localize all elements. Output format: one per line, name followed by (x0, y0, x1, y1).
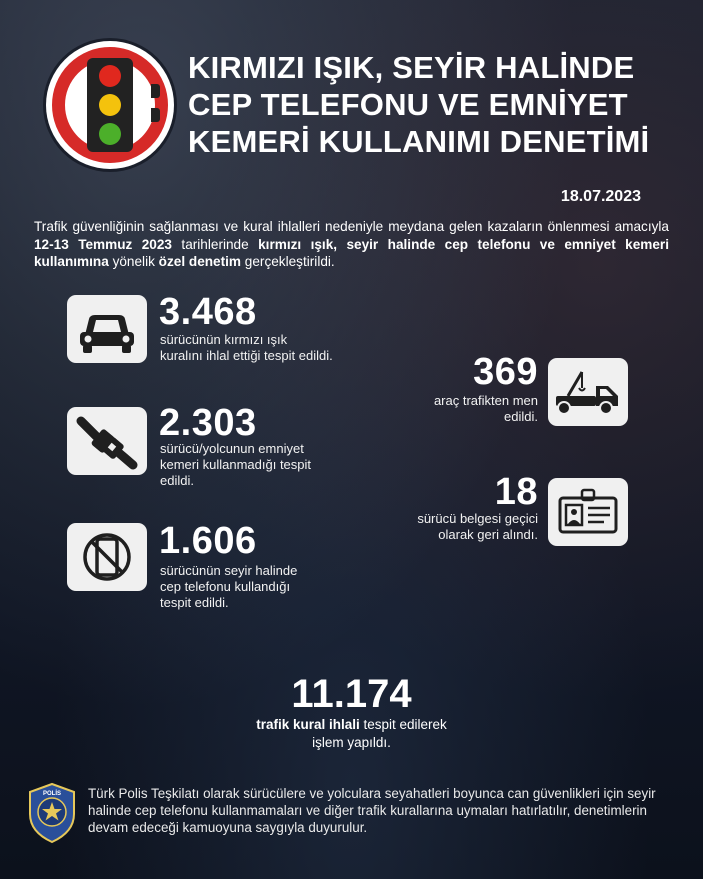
car-icon (67, 295, 147, 363)
red-light (99, 65, 121, 87)
badge-text: POLİS (42, 791, 62, 797)
phone-desc-2: cep telefonu kullandığı (160, 579, 291, 594)
intro-paragraph (34, 218, 669, 271)
intro-special: özel denetim (158, 254, 242, 269)
yellow-light (99, 94, 121, 116)
phone-count: 1.606 (159, 520, 257, 562)
seatbelt-desc-2: kemeri kullanmadığı tespit (160, 457, 312, 472)
seatbelt-icon (67, 407, 147, 475)
id-card-icon (548, 478, 628, 546)
red-light-desc (160, 332, 333, 364)
license-desc-2: olarak geri alındı. (438, 527, 538, 542)
intro-text-1: Trafik güvenliğinin sağlanması ve kural ihlalleri nedeniyle meydana gelen kazaların önlenmesi amacıyla (34, 219, 669, 234)
no-phone-icon (67, 523, 147, 591)
date-label: 18.07.2023 (560, 188, 641, 205)
tow-truck-icon (548, 358, 628, 426)
total-desc (0, 716, 703, 752)
seatbelt-desc-1: sürücü/yolcunun emniyet (160, 441, 304, 456)
traffic-light-sign (46, 41, 174, 169)
phone-desc-3: tespit edildi. (160, 595, 229, 610)
intro-dates: 12-13 Temmuz 2023 (34, 236, 172, 252)
intro-text-3: yönelik (108, 254, 159, 269)
title-line-1: KIRMIZI IŞIK, SEYİR HALİNDE (188, 50, 635, 85)
intro-text-4: gerçekleştirildi. (241, 254, 335, 269)
towed-count: 369 (473, 351, 538, 393)
red-light-desc-2: kuralını ihlal ettiği tespit edildi. (160, 348, 333, 363)
total-desc-rest: tespit edilerek (359, 717, 447, 732)
seatbelt-desc-3: edildi. (160, 473, 194, 488)
red-light-desc-1: sürücünün kırmızı ışık (160, 332, 288, 347)
license-desc (417, 511, 538, 543)
towed-desc-1: araç trafikten men (433, 393, 538, 408)
total-desc-line2: işlem yapıldı. (312, 735, 391, 750)
green-light (99, 123, 121, 145)
seatbelt-count: 2.303 (159, 402, 257, 444)
red-light-count: 3.468 (159, 291, 257, 333)
phone-desc (160, 563, 297, 611)
towed-desc-2: edildi. (504, 409, 538, 424)
title-line-2: CEP TELEFONU VE EMNİYET (188, 87, 628, 122)
total-count: 11.174 (291, 672, 412, 716)
license-count: 18 (494, 471, 538, 513)
intro-text-2: tarihlerinde (172, 236, 259, 252)
intro-checks: kırmızı ışık, seyir halinde cep telefonu ve emniyet kemeri kullanımına (34, 236, 669, 269)
license-desc-1: sürücü belgesi geçici (417, 511, 538, 526)
seatbelt-desc (160, 441, 311, 489)
police-badge-icon (26, 782, 78, 844)
title-line-3: KEMERİ KULLANIMI DENETİMİ (188, 124, 650, 159)
phone-desc-1: sürücünün seyir halinde (160, 563, 298, 578)
page-title (188, 49, 678, 160)
traffic-light-icon (87, 58, 133, 152)
towed-desc (434, 393, 538, 425)
footer-text: Türk Polis Teşkilatı olarak sürücülere ve yolculara seyahatleri boyunca can güvenlikleri için seyir halinde cep telefonu kullanmamaları ve diğer trafik kurallarına uymaları hatırlatılır, denetimlerin devam edeceği kamuoyuna saygıyla duyurulur. (88, 786, 656, 835)
total-desc-bold: trafik kural ihlali (256, 717, 360, 732)
